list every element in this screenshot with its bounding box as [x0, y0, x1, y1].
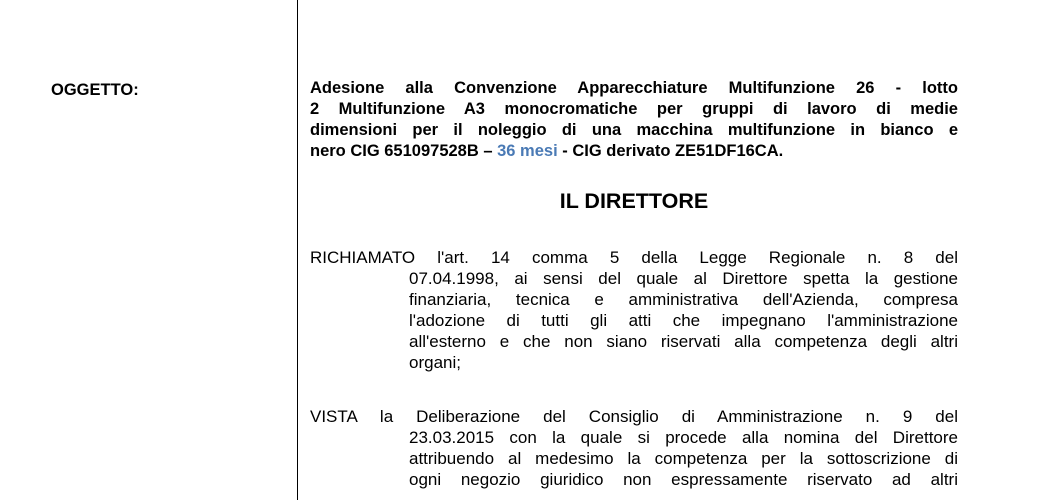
subject-line: Adesione alla Convenzione Apparecchiature Multifunzione 26 - lotto [310, 79, 958, 97]
paragraph-line: 23.03.2015 con la quale si procede alla nomina del Direttore [409, 428, 958, 447]
paragraph-line: all'esterno e che non siano riservati alla competenza degli altri [409, 332, 958, 351]
page-title: IL DIRETTORE [559, 189, 709, 213]
subject-text [310, 78, 958, 162]
paragraph-line: attribuendo al medesimo la competenza per la sottoscrizione di [409, 449, 958, 468]
subject-cig: nero CIG 651097528B – [310, 142, 498, 160]
paragraph-line: 07.04.1998, ai sensi del quale al Direttore spetta la gestione [409, 269, 958, 288]
paragraph-line: organi; [409, 353, 461, 372]
paragraph-body [310, 268, 958, 373]
paragraph-line: ogni negozio giuridico non espressamente riservato ad altri [409, 470, 958, 489]
paragraph-first-line: RICHIAMATO l'art. 14 comma 5 della Legge Regionale n. 8 del [310, 248, 958, 267]
subject-duration: 36 mesi [497, 142, 558, 160]
paragraph-body [310, 427, 958, 490]
subject-line [310, 141, 958, 162]
paragraph-line: l'adozione di tutti gli atti che impegnano l'amministrazione [409, 311, 958, 330]
subject-label: OGGETTO: [51, 81, 139, 99]
paragraph-line: finanziaria, tecnica e amministrativa dell'Azienda, compresa [409, 290, 958, 309]
paragraph-richiamato [310, 247, 958, 373]
subject-line: 2 Multifunzione A3 monocromatiche per gruppi di lavoro di medie [310, 100, 958, 118]
column-divider [297, 0, 298, 500]
subject-line: dimensioni per il noleggio di una macchina multifunzione in bianco e [310, 121, 958, 139]
paragraph-first-line: VISTA la Deliberazione del Consiglio di Amministrazione n. 9 del [310, 407, 958, 426]
paragraph-vista [310, 406, 958, 490]
subject-cig-derived: - CIG derivato ZE51DF16CA. [557, 142, 784, 160]
